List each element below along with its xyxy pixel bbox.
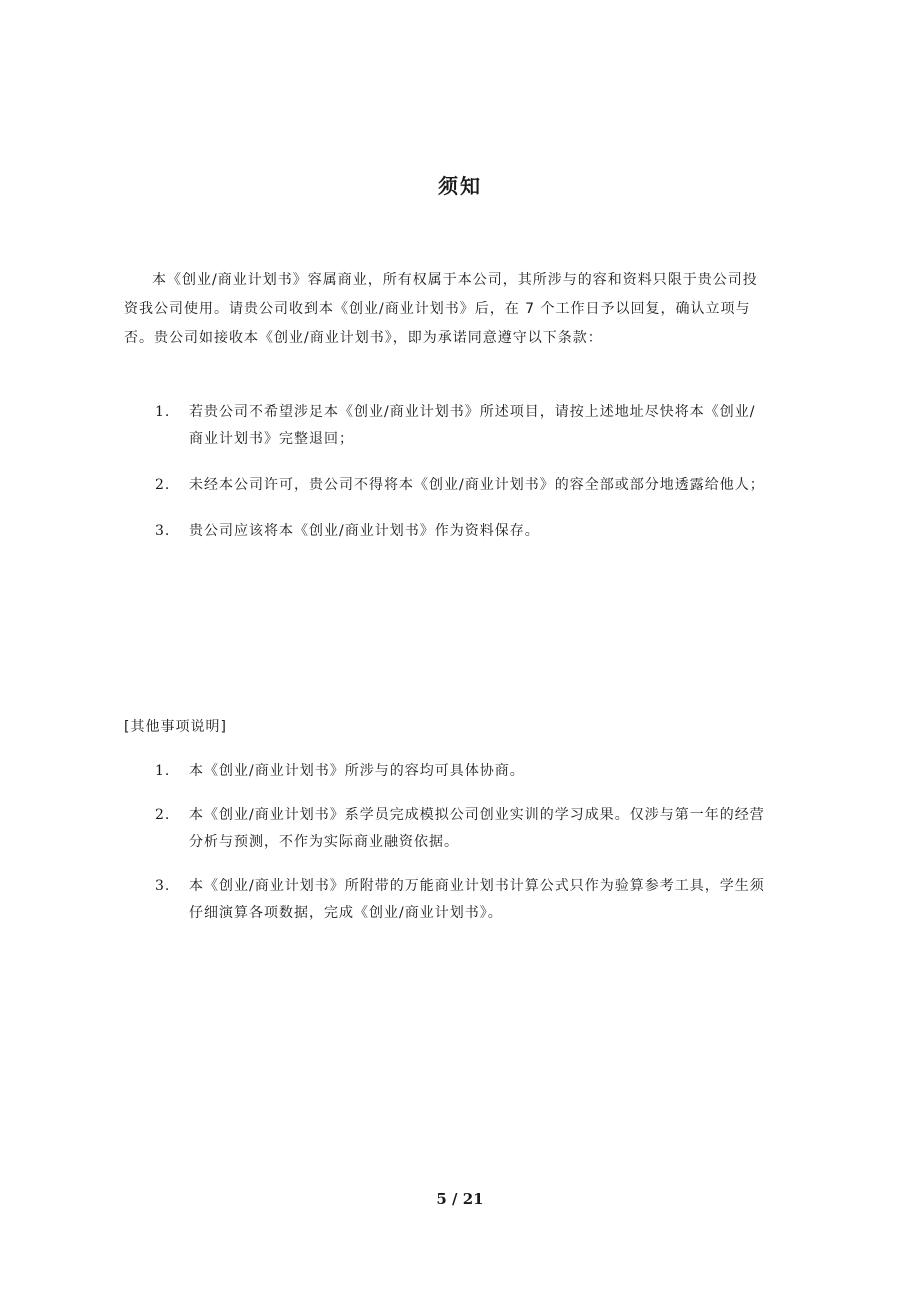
list-item xyxy=(155,873,765,927)
intro-paragraph xyxy=(124,266,764,353)
other-notes-label: [其他事项说明] xyxy=(124,719,227,735)
list-item-text: 本《创业/商业计划书》系学员完成模拟公司创业实训的学习成果。仅涉与第一年的经营分析与预测，不作为实际商业融资依据。 xyxy=(189,807,765,850)
list-item-number: 3. xyxy=(155,878,171,894)
page-title: 须知 xyxy=(438,174,482,198)
intro-text: 本《创业/商业计划书》容属商业，所有权属于本公司，其所涉与的容和资料只限于贵公司投资我公司使用。请贵公司收到本《创业/商业计划书》后，在 7 个工作日予以回复，确认立项与否。贵公司如接收本《创业/商业计划书》，即为承诺同意遵守以下条款： xyxy=(124,272,758,346)
list-item xyxy=(155,399,765,453)
list-item-number: 3. xyxy=(155,523,171,539)
list-item-text: 本《创业/商业计划书》所附带的万能商业计划书计算公式只作为验算参考工具，学生须仔细演算各项数据，完成《创业/商业计划书》。 xyxy=(189,878,765,921)
list-item-number: 1. xyxy=(155,404,171,420)
list-item-number: 1. xyxy=(155,763,171,779)
list-item xyxy=(155,758,765,785)
list-item xyxy=(155,802,765,856)
terms-list xyxy=(155,399,765,545)
list-item-number: 2. xyxy=(155,807,171,823)
other-notes-list xyxy=(155,758,765,927)
list-item-text: 本《创业/商业计划书》所涉与的容均可具体协商。 xyxy=(189,763,525,779)
list-item-text: 若贵公司不希望涉足本《创业/商业计划书》所述项目，请按上述地址尽快将本《创业/商业计划书》完整退回； xyxy=(189,404,756,447)
list-item-number: 2. xyxy=(155,477,171,493)
list-item-text: 未经本公司许可，贵公司不得将本《创业/商业计划书》的容全部或部分地透露给他人； xyxy=(189,477,765,493)
list-item-text: 贵公司应该将本《创业/商业计划书》作为资料保存。 xyxy=(189,523,540,539)
list-item xyxy=(155,472,765,499)
list-item xyxy=(155,518,765,545)
page-number: 5 / 21 xyxy=(436,1190,484,1208)
